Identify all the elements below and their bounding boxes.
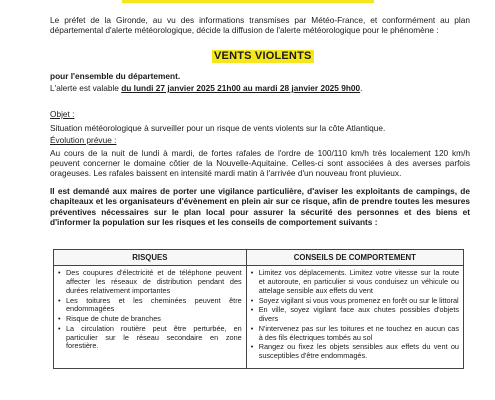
scope-line: pour l'ensemble du département. bbox=[50, 71, 181, 81]
validity-line bbox=[50, 83, 362, 93]
list-item: • Les toitures et les cheminées peuvent être endommagées bbox=[58, 297, 242, 315]
risques-cell bbox=[54, 266, 247, 369]
risques-list bbox=[58, 269, 242, 351]
list-item: • Soyez vigilant si vous vous promenez en forêt ou sur le littoral bbox=[251, 297, 459, 306]
validity-prefix: L'alerte est valable bbox=[50, 83, 122, 93]
list-item: • En ville, soyez vigilant face aux chutes possibles d'objets divers bbox=[251, 306, 459, 324]
list-item: • Rangez ou fixez les objets sensibles aux effets du vent ou susceptibles d'être endommagés. bbox=[251, 343, 459, 361]
objet-text: Situation météorologique à surveiller pour un risque de vents violents sur la côte Atlantique. bbox=[50, 123, 386, 133]
risks-advice-table bbox=[53, 249, 464, 369]
list-item: • Risque de chute de branches bbox=[58, 315, 242, 324]
list-item: • Des coupures d'électricité et de téléphone peuvent affecter les réseaux de distribution pendant des durées relativement importantes bbox=[58, 269, 242, 295]
list-item: • La circulation routière peut être perturbée, en particulier sur le réseau secondaire en zone forestière. bbox=[58, 325, 242, 351]
conseils-header: CONSEILS DE COMPORTEMENT bbox=[246, 250, 463, 266]
header-highlight-strip bbox=[122, 0, 374, 3]
list-item: • N'intervenez pas sur les toitures et ne touchez en aucun cas à des fils électriques tombés au sol bbox=[251, 325, 459, 343]
table-row bbox=[54, 266, 464, 369]
conseils-list bbox=[251, 269, 459, 361]
table-header-row bbox=[54, 250, 464, 266]
list-item: • Limitez vos déplacements. Limitez votre vitesse sur la route et autoroute, en particulier si vous conduisez un véhicule ou attelage sensible aux effets du vent bbox=[251, 269, 459, 295]
evolution-text: Au cours de la nuit de lundi à mardi, de fortes rafales de l'ordre de 100/110 km/h très localement 120 km/h peuvent concerner le domaine côtier de la Nouvelle-Aquitaine. Celles-ci sont associées à des averses parfois orageuses. Les rafales baissent en intensité mardi matin à l'arrivée d'un nouveau front pluvieux. bbox=[50, 148, 470, 179]
conseils-cell bbox=[246, 266, 463, 369]
validity-suffix: . bbox=[360, 83, 363, 93]
evolution-heading: Évolution prévue : bbox=[50, 135, 117, 145]
objet-heading: Objet : bbox=[50, 109, 75, 119]
intro-paragraph: Le préfet de la Gironde, au vu des informations transmises par Météo-France, et conformément au plan départemental d'alerte météorologique, décide la diffusion de l'alerte météorologique pour le phénomène : bbox=[50, 15, 470, 36]
validity-period: du lundi 27 janvier 2025 21h00 au mardi 28 janvier 2025 9h00 bbox=[121, 83, 361, 93]
risques-header: RISQUES bbox=[54, 250, 247, 266]
phenomenon-title: VENTS VIOLENTS bbox=[214, 50, 312, 62]
mayors-demand-paragraph: Il est demandé aux maires de porter une vigilance particulière, d'aviser les exploitants de campings, de chapiteaux et les organisateurs d'évènement en plein air sur ce risque, afin de prendre toutes les mesures préventives nécessaires sur le plan local pour assurer la sécurité des personnes et des biens et d'informer la population sur les risques et les conseils de comportement suivants : bbox=[50, 186, 470, 228]
